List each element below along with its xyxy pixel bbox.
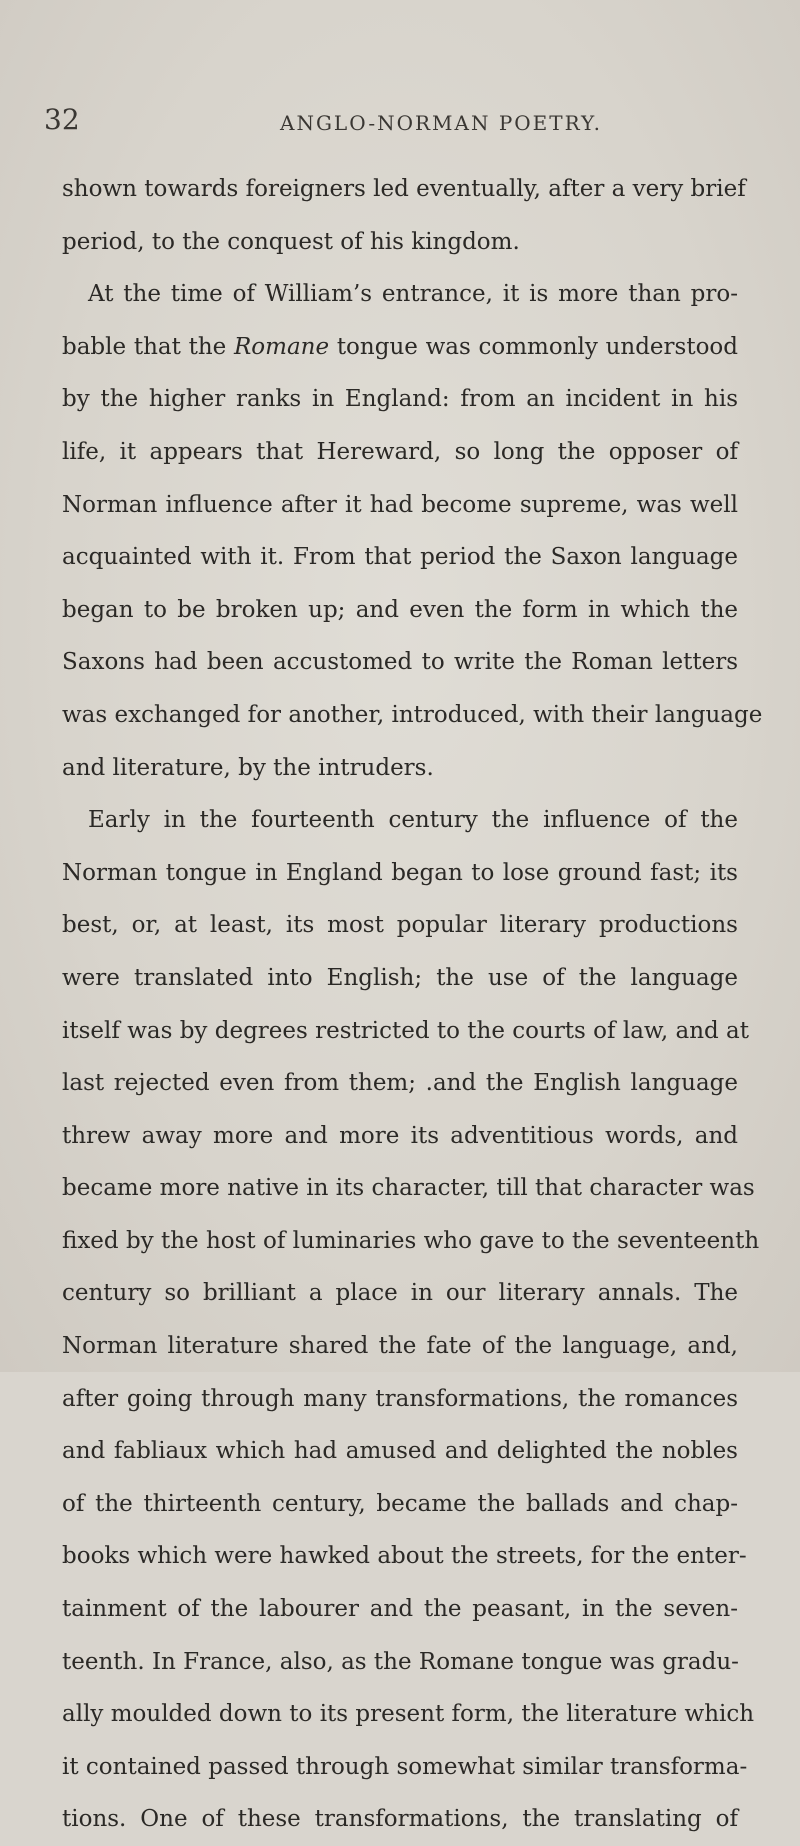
text-line: became more native in its character, till that character was — [62, 1175, 755, 1202]
text-line: it contained passed through somewhat similar transforma- — [62, 1753, 748, 1780]
text-line: life, it appears that Hereward, so long the opposer of — [62, 438, 738, 465]
text-line: after going through many transformations, the romances — [62, 1385, 738, 1412]
text-line: tions. One of these transformations, the translating of — [62, 1806, 738, 1833]
running-head: ANGLO-NORMAN POETRY. — [280, 111, 603, 135]
page-header — [0, 103, 800, 143]
text-line: books which were hawked about the streets, for the enter- — [62, 1543, 747, 1570]
text-line: century so brilliant a place in our literary annals. The — [62, 1280, 738, 1307]
text-line-with-italic — [62, 321, 738, 374]
text-line: At the time of William’s entrance, it is more than pro- — [88, 281, 738, 308]
text-line: tainment of the labourer and the peasant, in the seven- — [62, 1596, 738, 1623]
text-line: were translated into English; the use of the language — [62, 964, 738, 991]
page-number: 32 — [44, 103, 80, 136]
text-line: threw away more and more its adventitious words, and — [62, 1122, 738, 1149]
text-line: was exchanged for another, introduced, with their language — [62, 701, 763, 728]
text-line: by the higher ranks in England: from an incident in his — [62, 386, 738, 413]
text-line: fixed by the host of luminaries who gave to the seventeenth — [62, 1227, 760, 1254]
text-line: began to be broken up; and even the form in which the — [62, 596, 738, 623]
text-line: shown towards foreigners led eventually, after a very brief — [62, 176, 746, 202]
text-line: and fabliaux which had amused and delighted the nobles — [62, 1438, 738, 1465]
text-line: Norman literature shared the fate of the language, and, — [62, 1333, 738, 1360]
text-line: best, or, at least, its most popular literary productions — [62, 912, 738, 939]
text-line: Norman tongue in England began to lose ground fast; its — [62, 859, 738, 886]
text-line: period, to the conquest of his kingdom. — [62, 228, 520, 255]
text-segment: tongue was commonly understood — [336, 333, 738, 360]
text-line: Norman influence after it had become supreme, was well — [62, 491, 738, 518]
text-line: ally moulded down to its present form, the literature which — [62, 1701, 755, 1728]
body-text — [62, 163, 763, 1846]
text-line: Saxons had been accustomed to write the Roman letters — [62, 649, 738, 676]
italic-word: Romane — [233, 333, 330, 360]
text-line: last rejected even from them; .and the English language — [62, 1070, 738, 1097]
text-line: teenth. In France, also, as the Romane tongue was gradu- — [62, 1648, 739, 1675]
text-line: of the thirteenth century, became the ballads and chap- — [62, 1490, 738, 1517]
text-line: itself was by degrees restricted to the courts of law, and at — [62, 1017, 750, 1044]
text-segment: bable that the — [62, 333, 227, 360]
text-line: and literature, by the intruders. — [62, 754, 434, 781]
text-line: Early in the fourteenth century the influence of the — [88, 807, 738, 834]
text-line: acquainted with it. From that period the Saxon language — [62, 544, 738, 571]
